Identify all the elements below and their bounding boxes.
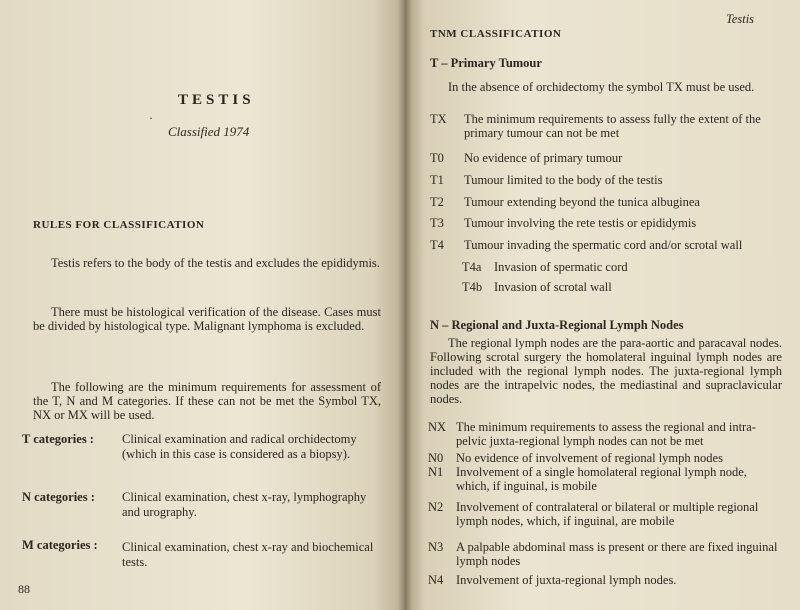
n-intro: The regional lymph nodes are the para-aortic and paracaval nodes. Following scrotal surgery the homolateral inguinal lymph nodes are included with the regional lymph nodes. The juxta-regional lymph nodes are the intrapelvic nodes, the mediastinal and supraclavicular nodes. — [430, 336, 782, 406]
n-code: N0 — [428, 451, 444, 465]
t-code: T3 — [430, 216, 444, 230]
book-gutter — [398, 0, 412, 610]
n-code: N2 — [428, 500, 444, 514]
t-categories-label: T categories : — [22, 432, 94, 446]
rules-heading: RULES FOR CLASSIFICATION — [33, 219, 205, 231]
tnm-heading: TNM CLASSIFICATION — [430, 28, 562, 40]
t-desc: Invasion of scrotal wall — [494, 280, 612, 294]
para-histology: There must be histological verification of the disease. Cases must be divided by histological type. Malignant lymphoma is excluded. — [33, 305, 381, 333]
t-desc: Tumour extending beyond the tunica albuginea — [464, 195, 700, 209]
n-desc: Involvement of contralateral or bilateral or multiple regional lymph nodes, which, if inguinal, are mobile — [456, 500, 759, 528]
n-categories-label: N categories : — [22, 490, 95, 504]
running-head: Testis — [726, 12, 755, 26]
t-desc: Tumour invading the spermatic cord and/or scrotal wall — [464, 238, 743, 252]
t-desc: Tumour involving the rete testis or epididymis — [464, 216, 697, 230]
t-desc: The minimum requirements to assess fully the extent of the primary tumour can not be met — [464, 112, 761, 140]
t-code: T1 — [430, 173, 444, 187]
n-desc: The minimum requirements to assess the regional and intra-pelvic juxta-regional lymph nodes can not be met — [456, 420, 756, 448]
n-desc: Involvement of juxta-regional lymph nodes. — [456, 573, 677, 587]
n-categories-text: Clinical examination, chest x-ray, lymphography and urography. — [122, 490, 367, 519]
t-desc: Tumour limited to the body of the testis — [464, 173, 663, 187]
t-code: T0 — [430, 151, 444, 165]
n-heading: N – Regional and Juxta-Regional Lymph Nodes — [430, 318, 684, 332]
classified-year: Classified 1974 — [168, 124, 250, 139]
n-code: N4 — [428, 573, 444, 587]
t-intro: In the absence of orchidectomy the symbol TX must be used. — [448, 80, 755, 94]
t-code: T4a — [462, 260, 482, 274]
t-code: T4b — [462, 280, 483, 294]
page-title: TESTIS — [178, 92, 255, 108]
n-desc: A palpable abdominal mass is present or there are fixed inguinal lymph nodes — [456, 540, 778, 568]
t-heading: T – Primary Tumour — [430, 56, 542, 70]
m-categories-text: Clinical examination, chest x-ray and biochemical tests. — [122, 540, 374, 569]
t-desc: Invasion of spermatic cord — [494, 260, 628, 274]
n-code: N3 — [428, 540, 444, 554]
t-desc: No evidence of primary tumour — [464, 151, 623, 165]
para-requirements: The following are the minimum requirements for assessment of the T, N and M categories. If these can not be met the Symbol TX, NX or MX will be used. — [33, 380, 381, 422]
m-categories-label: M categories : — [22, 538, 98, 552]
para-definition: Testis refers to the body of the testis and excludes the epididymis. — [51, 256, 380, 270]
t-code: TX — [430, 112, 447, 126]
n-desc: Involvement of a single homolateral regional lymph node, which, if inguinal, is mobile — [456, 465, 747, 493]
t-code: T4 — [430, 238, 444, 252]
title-bullet: · — [149, 111, 153, 125]
t-code: T2 — [430, 195, 444, 209]
n-code: N1 — [428, 465, 444, 479]
page-number: 88 — [18, 582, 30, 596]
n-desc: No evidence of involvement of regional lymph nodes — [456, 451, 723, 465]
n-code: NX — [428, 420, 447, 434]
t-categories-text: Clinical examination and radical orchidectomy (which in this case is considered as a biopsy). — [122, 432, 357, 461]
